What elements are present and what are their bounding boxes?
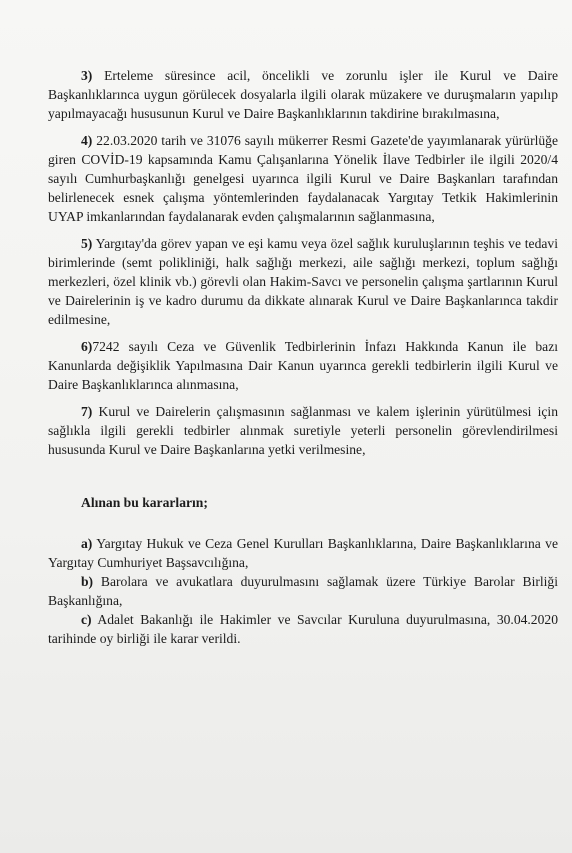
paragraph-4 xyxy=(48,131,558,226)
paragraph-6 xyxy=(48,337,558,394)
item-text: Adalet Bakanlığı ile Hakimler ve Savcılar Kuruluna duyurulmasına, 30.04.2020 tarihinde oy birliği ile karar verildi. xyxy=(48,611,558,646)
item-letter: b) xyxy=(81,573,94,589)
item-letter: c) xyxy=(81,611,92,627)
paragraph-number: 4) xyxy=(81,133,93,148)
paragraph-number: 7) xyxy=(81,404,93,419)
paragraph-number: 5) xyxy=(81,236,93,251)
paragraph-7 xyxy=(48,402,558,459)
paragraph-5 xyxy=(48,234,558,329)
paragraph-text: 22.03.2020 tarih ve 31076 sayılı mükerrer Resmi Gazete'de yayımlanarak yürürlüğe giren COVİD-19 kapsamında Kamu Çalışanlarına Yönelik İlave Tedbirler ile ilgili 2020/4 sayılı Cumhurbaşkanlığı genelgesi uyarınca ilgili Kurul ve Daire Başkanları tarafından belirlenecek esnek çalışma yöntemlerinden faydalanacak Yargıtay Tetkik Hakimlerinin UYAP imkanlarından faydalanarak evden çalışmalarının sağlanmasına, xyxy=(48,133,559,224)
item-letter: a) xyxy=(81,535,93,551)
paragraph-text: Yargıtay'da görev yapan ve eşi kamu veya özel sağlık kuruluşlarının teşhis ve tedavi birimlerinde (semt polikliniği, halk sağlığı merkezi, aile sağlığı merkezi, toplum sağlığı merkezleri, özel klinik vb.) görevli olan Hakim-Savcı ve personelin çalışma şartlarının Kurul ve Dairelerinin iş ve kadro durumu da dikkate alınarak Kurul ve Daire Başkanlarınca takdir edilmesine, xyxy=(48,236,558,327)
document-body xyxy=(48,66,558,648)
item-b xyxy=(48,572,558,610)
paragraph-text: 7242 sayılı Ceza ve Güvenlik Tedbirlerinin İnfazı Hakkında Kanun ile bazı Kanunlarda değişiklik Yapılmasına Dair Kanun uyarınca gerekli tedbirlerin ilgili Kurul ve Daire Başkanlıklarınca alınmasına, xyxy=(48,339,558,392)
decision-heading: Alınan bu kararların; xyxy=(81,495,208,510)
item-text: Barolara ve avukatlara duyurulmasını sağlamak üzere Türkiye Barolar Birliği Başkanlığına, xyxy=(48,573,558,608)
item-text: Yargıtay Hukuk ve Ceza Genel Kurulları Başkanlıklarına, Daire Başkanlıklarına ve Yargıtay Cumhuriyet Başsavcılığına, xyxy=(48,535,558,570)
paragraph-text: Kurul ve Dairelerin çalışmasının sağlanması ve kalem işlerinin yürütülmesi için sağlıkla ilgili gerekli tedbirler alınmak suretiyle yeterli personelin görevlendirilmesi hususunda Kurul ve Daire Başkanlarına yetki verilmesine, xyxy=(48,404,558,457)
item-a xyxy=(48,534,558,572)
item-c xyxy=(48,610,558,648)
paragraph-number: 3) xyxy=(81,68,93,83)
paragraph-text: Erteleme süresince acil, öncelikli ve zorunlu işler ile Kurul ve Daire Başkanlıklarınca uygun görülecek dosyalarla ilgili olarak müzakere ve duruşmaların yapılıp yapılmayacağı hususunun Kurul ve Daire Başkanlıklarının takdirine bırakılmasına, xyxy=(48,68,558,121)
paragraph-3 xyxy=(48,66,558,123)
paragraph-number: 6) xyxy=(81,339,93,354)
